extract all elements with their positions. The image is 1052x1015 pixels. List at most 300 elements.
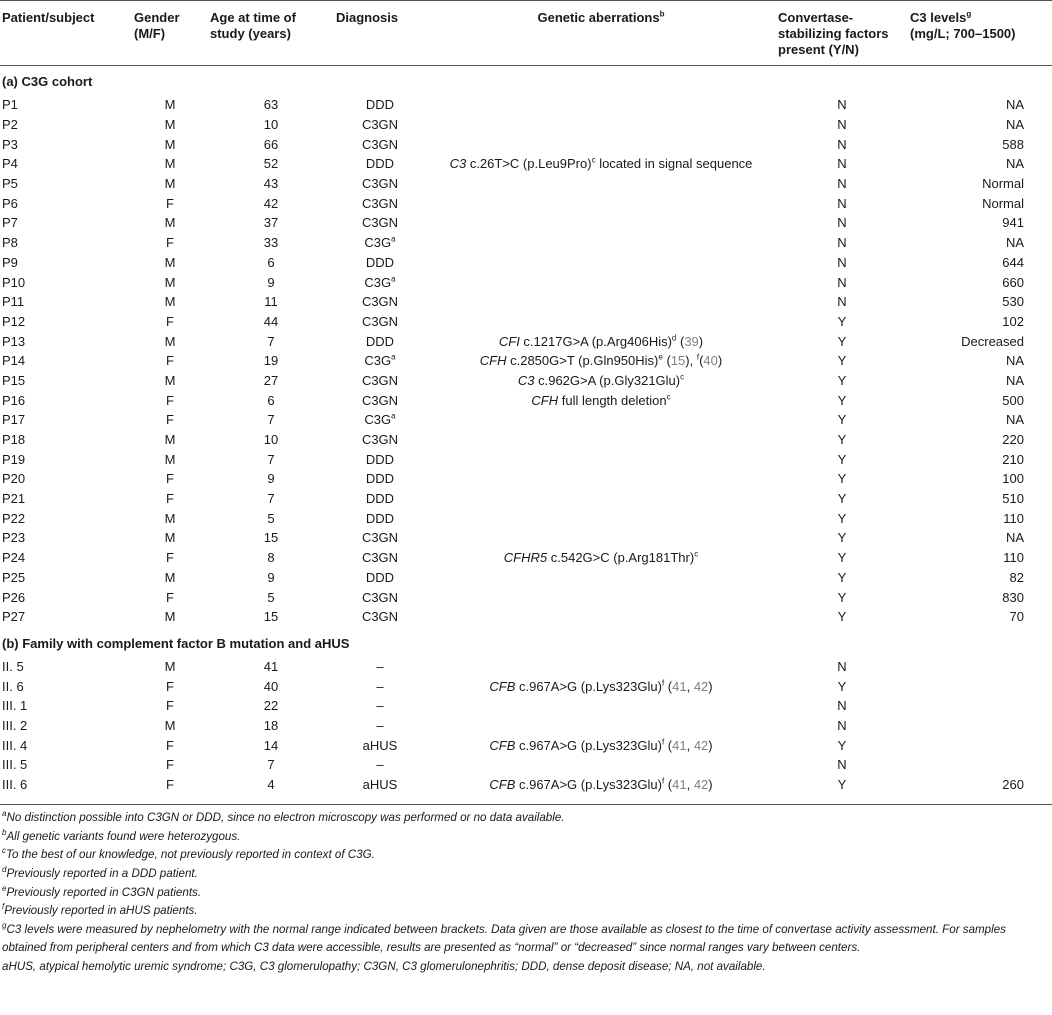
convertase-factor: N [837,658,847,674]
genetic-aberration [426,351,776,371]
c3-level: NA [1005,353,1024,369]
convertase-factor: N [837,97,847,113]
footnote-marker: c [666,392,671,402]
table-row [0,756,1052,776]
genetic-aberration [426,135,776,155]
genetic-aberration [426,716,776,736]
diagnosis-text: C3GN [361,136,399,152]
age: 43 [263,176,279,192]
convertase-factor: Y [837,510,847,526]
convertase-factor: Y [837,392,847,408]
footnote-marker: e [658,352,663,362]
section-header-family [0,627,1052,657]
diagnosis [334,607,426,627]
gender: M [164,294,176,310]
c3-level: 100 [1002,471,1024,487]
paren: ) [698,333,704,349]
paren: ( [699,353,704,369]
c3-level: 220 [1002,432,1024,448]
genetic-aberration [426,607,776,627]
diagnosis [334,96,426,116]
footnote-marker: f [661,737,665,747]
gender: M [164,215,176,231]
header-age: Age at time of study (years) [208,1,334,66]
reference: 42 [693,737,709,753]
diagnosis [334,489,426,509]
c3-level: 941 [1002,215,1024,231]
convertase-factor: N [837,156,847,172]
patient-id: P14 [2,353,26,369]
gender: F [166,313,174,329]
diagnosis [334,115,426,135]
gender: F [166,678,174,694]
footnote-marker: c [2,846,6,856]
c3-level: 70 [1009,609,1024,625]
gender: M [164,609,176,625]
convertase-factor: Y [837,372,847,388]
diagnosis [334,470,426,490]
footnote [2,828,1042,847]
gender: M [164,254,176,270]
diagnosis [334,194,426,214]
genetic-aberration [426,489,776,509]
c3-level: NA [1005,235,1024,251]
age: 10 [263,432,279,448]
gender: F [132,775,208,805]
patient-id: P8 [2,235,18,251]
paren: , [689,353,697,369]
c3-level: 510 [1002,491,1024,507]
mutation: c.967A>G (p.Lys323Glu) [515,737,662,753]
diagnosis [334,135,426,155]
c3-level: NA [1005,412,1024,428]
convertase-factor: N [837,117,847,133]
table-row [0,312,1052,332]
gender: M [164,451,176,467]
diagnosis [334,568,426,588]
table-row [0,233,1052,253]
genetic-aberration [426,696,776,716]
diagnosis [334,548,426,568]
mutation: c.26T>C (p.Leu9Pro) [466,156,592,172]
genetic-aberration [426,411,776,431]
patient-id: P26 [2,589,26,605]
table-row [0,214,1052,234]
diagnosis [334,450,426,470]
age: 5 [267,589,275,605]
convertase-factor: Y [837,569,847,585]
genetic-aberration [426,657,776,677]
paren: ) [708,777,713,793]
gender: F [166,757,174,773]
c3-level: 588 [1002,136,1024,152]
convertase-factor: Y [837,432,847,448]
patient-id: P27 [2,609,26,625]
diagnosis-text: C3GN [361,176,399,192]
table-row [0,155,1052,175]
table-row [0,351,1052,371]
footnote-marker: f [661,776,665,786]
convertase-factor: Y [837,678,847,694]
age: 52 [263,156,279,172]
table-row [0,509,1052,529]
gene-name: CFB [489,737,516,753]
diagnosis-text: DDD [365,451,395,467]
diagnosis [334,253,426,273]
paren: , [686,737,694,753]
footnote-text: Previously reported in C3GN patients. [6,885,202,899]
patient-id: II. 5 [2,658,24,674]
convertase-factor: Y [837,412,847,428]
c3-level: 102 [1002,313,1024,329]
age: 7 [267,412,275,428]
footnote-text: Previously reported in aHUS patients. [4,904,198,918]
reference: 41 [672,678,687,694]
genetic-aberration [426,115,776,135]
gender: M [164,510,176,526]
convertase-factor: N [837,698,847,714]
gender: F [166,353,174,369]
patient-id: P7 [2,215,18,231]
convertase-factor: N [837,136,847,152]
age: 6 [267,254,275,270]
genetic-aberration [426,96,776,116]
c3-level: 110 [1003,510,1024,526]
patient-id: III. 4 [2,737,28,753]
age: 27 [263,372,279,388]
c3-level: 210 [1002,451,1024,467]
diagnosis-text: DDD [365,333,395,349]
reference: 41 [672,737,687,753]
paren: ) [685,353,690,369]
mutation: c.542G>C (p.Arg181Thr) [547,550,695,566]
gender: M [164,372,176,388]
table-row [0,96,1052,116]
mutation: c.967A>G (p.Lys323Glu) [515,777,662,793]
diagnosis [334,529,426,549]
footnote-marker: f [696,352,700,362]
gender: M [164,432,176,448]
patient-id: P2 [2,117,18,133]
c3-level: 82 [1009,569,1024,585]
diagnosis [334,214,426,234]
genetic-aberration [426,568,776,588]
age: 9 [267,471,275,487]
paren: ) [717,353,723,369]
diagnosis [334,155,426,175]
age: 14 [263,737,279,753]
genetic-aberration [426,233,776,253]
convertase-factor: Y [837,471,847,487]
diagnosis [334,657,426,677]
diagnosis-text: C3G [364,274,392,290]
age: 41 [263,658,279,674]
convertase-factor: N [837,757,847,773]
diagnosis [334,351,426,371]
diagnosis-text: DDD [365,569,395,585]
footnote-marker: g [2,920,7,930]
table-footnotes [0,805,1052,976]
gender: M [164,274,176,290]
c3-level: 830 [1002,589,1024,605]
diagnosis-text: DDD [365,510,395,526]
table-row [0,115,1052,135]
diagnosis [334,736,426,756]
diagnosis [334,391,426,411]
table-row [0,135,1052,155]
convertase-factor: Y [837,530,847,546]
section-title: (a) C3G cohort [0,66,1052,96]
genetic-aberration [426,292,776,312]
diagnosis [334,588,426,608]
convertase-factor: Y [837,550,847,566]
table-row [0,470,1052,490]
age: 6 [267,392,275,408]
age: 9 [267,569,275,585]
diagnosis-text: DDD [365,491,395,507]
footnote-marker: a [391,352,396,362]
mutation: c.967A>G (p.Lys323Glu) [515,678,662,694]
patient-id: P25 [2,569,26,585]
age: 44 [263,313,279,329]
age: 7 [267,451,275,467]
paren: ) [708,678,713,694]
patient-id: P22 [2,510,26,526]
genetic-aberration [426,470,776,490]
c3-level: 500 [1002,392,1024,408]
convertase-factor: Y [837,589,847,605]
age: 19 [263,353,279,369]
patient-id: III. 2 [2,717,28,733]
paren: ( [662,353,671,369]
paren: ( [664,737,673,753]
c3-level: NA [1005,372,1024,388]
c3-level: NA [1005,530,1024,546]
convertase-factor: N [837,176,847,192]
section-title: (b) Family with complement factor B mutation and aHUS [2,635,350,651]
gender: M [164,117,176,133]
table-row [0,607,1052,627]
gene-name: CFB [489,678,516,694]
c3-level [908,716,1052,736]
diagnosis-text: DDD [365,97,395,113]
diagnosis-text: aHUS [362,777,398,793]
age: 66 [263,136,279,152]
header-c3-levels: C3 levels$^g$ (mg/L; 700–1500) [908,1,1052,66]
diagnosis-text: DDD [365,471,395,487]
patient-id: P1 [2,97,18,113]
age: 7 [267,333,275,349]
gender: M [164,569,176,585]
c3-level: 660 [1002,274,1024,290]
gender: F [166,589,174,605]
table-row [0,657,1052,677]
patient-id: II. 6 [2,678,24,694]
convertase-factor: Y [837,333,847,349]
footnote [2,809,1042,828]
genetic-aberration [426,174,776,194]
convertase-factor: N [837,235,847,251]
age: 42 [263,195,279,211]
age: 37 [263,215,279,231]
table-row [0,696,1052,716]
table-row [0,332,1052,352]
reference: 39 [684,333,699,349]
genetic-aberration [426,509,776,529]
table-row [0,411,1052,431]
gender: M [164,530,176,546]
diagnosis [334,292,426,312]
patient-id: P21 [2,491,26,507]
gender: M [164,156,176,172]
patient-id: P10 [2,274,26,290]
diagnosis-text: C3GN [361,117,399,133]
diagnosis-text: C3GN [361,609,399,625]
diagnosis-text: C3GN [361,392,399,408]
age: 10 [263,117,279,133]
genetic-aberration [426,430,776,450]
paren: ) [708,737,713,753]
genetic-aberration [426,253,776,273]
genetic-aberration [426,677,776,697]
header-diagnosis: Diagnosis [334,1,426,66]
patient-id: P20 [2,471,26,487]
gene-name: C3 [449,156,467,172]
reference: 42 [693,777,709,793]
section-header-c3g [0,66,1052,96]
gender: F [166,491,174,507]
diagnosis-text: – [376,658,384,674]
convertase-factor: N [837,195,847,211]
gene-name: CFB [489,777,516,793]
footnote-text: Previously reported in a DDD patient. [6,866,198,880]
c3-level: Normal [982,176,1024,192]
gender: F [166,392,174,408]
genetic-aberration [426,450,776,470]
diagnosis [334,174,426,194]
c3-level [908,696,1052,716]
table-row [0,371,1052,391]
convertase-factor: N [837,717,847,733]
convertase-factor: Y [776,775,908,805]
c3-level: 530 [1002,294,1024,310]
convertase-factor: Y [837,609,847,625]
age: 4 [208,775,334,805]
footnote [2,865,1042,884]
table-row [0,253,1052,273]
genetic-aberration [426,756,776,776]
footnote-marker: b [2,827,7,837]
genetic-aberration [426,529,776,549]
convertase-factor: N [837,254,847,270]
footnote [2,846,1042,865]
convertase-factor: N [837,294,847,310]
gene-name: CFH [531,392,559,408]
footnote [2,884,1042,903]
table-row [0,529,1052,549]
gene-name: CFH [479,353,507,369]
paren: , [686,777,694,793]
c3-level: 644 [1002,254,1024,270]
diagnosis [334,677,426,697]
gender: F [166,698,174,714]
paren: , [686,678,694,694]
footnote-text: All genetic variants found were heterozygous. [6,829,241,843]
table-row [0,716,1052,736]
age: 9 [267,274,275,290]
table-row [0,736,1052,756]
age: 15 [263,609,279,625]
gender: F [166,471,174,487]
paren: ( [664,678,673,694]
diagnosis [334,756,426,776]
c3-level: Decreased [961,333,1024,349]
table-row [0,194,1052,214]
age: 7 [267,491,275,507]
gender: F [166,550,174,566]
diagnosis [334,371,426,391]
mutation: c.2850G>T (p.Gln950His) [506,353,659,369]
c3-level: 260 [908,775,1052,805]
patient-id: P23 [2,530,26,546]
age: 5 [267,510,275,526]
footnote-marker: a [391,234,396,244]
table-row [0,292,1052,312]
gene-name: C3 [517,372,535,388]
table-row [0,568,1052,588]
table-row [0,548,1052,568]
footnote-marker: d [671,333,677,343]
diagnosis-text: C3GN [361,432,399,448]
table-row [0,430,1052,450]
mutation-note: located in signal sequence [595,156,753,172]
diagnosis-text: – [376,757,384,773]
genetic-aberration [426,273,776,293]
diagnosis-text: – [376,698,384,714]
header-convertase: Convertase-stabilizing factors present (Y/N) [776,1,908,66]
patient-id: III. 6 [0,775,132,805]
gene-name: CFI [498,333,520,349]
footnote-marker: c [694,549,699,559]
patient-id: P9 [2,254,18,270]
footnote-marker: c [680,372,685,382]
header-genetic-aberrations: Genetic aberrations$^b$ [426,1,776,66]
diagnosis-text: DDD [365,254,395,270]
c3-level: 110 [1003,550,1024,566]
c3-level: NA [1005,97,1024,113]
footnote-marker: e [2,883,7,893]
age: 18 [263,717,279,733]
genetic-aberration [426,194,776,214]
gender: M [164,717,176,733]
footnote-marker: f [2,902,5,912]
diagnosis [334,332,426,352]
diagnosis-text: C3GN [361,294,399,310]
diagnosis-text: C3GN [361,215,399,231]
patient-id: P24 [2,550,26,566]
c3-level: NA [1005,117,1024,133]
gender: M [164,658,176,674]
patient-id: P18 [2,432,26,448]
genetic-aberration [426,775,776,805]
patient-id: P13 [2,333,26,349]
gender: M [164,176,176,192]
patient-id: P12 [2,313,26,329]
convertase-factor: N [837,215,847,231]
reference: 42 [693,678,709,694]
c3-level: NA [1005,156,1024,172]
diagnosis-text: DDD [365,156,395,172]
